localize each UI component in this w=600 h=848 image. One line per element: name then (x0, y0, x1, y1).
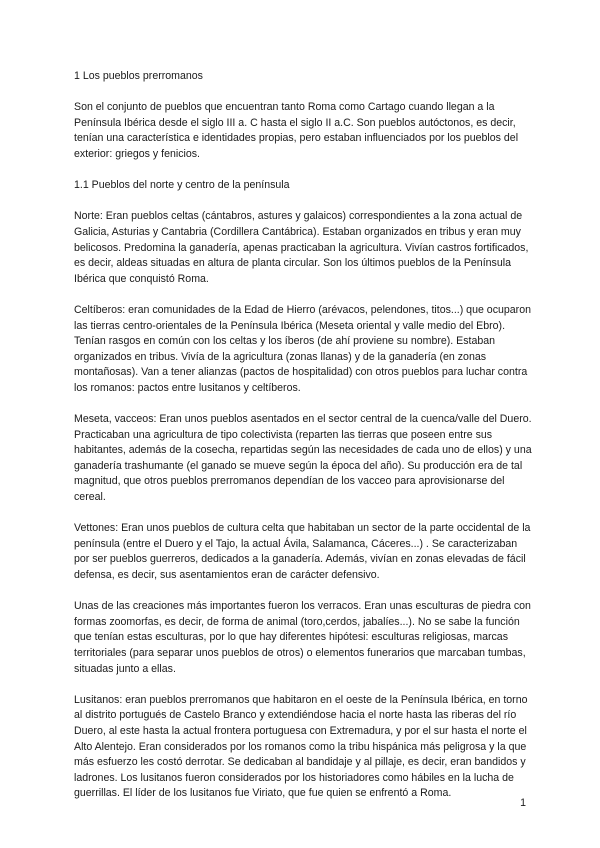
document-body (74, 69, 532, 818)
paragraph-lusitanos: Lusitanos: eran pueblos prerromanos que habitaron en el oeste de la Península Ibérica, en torno al distrito portugués de Castelo Branco y extendiéndose hacia el norte hasta las riberas del río Duero, al este hasta la actual frontera portuguesa con Extremadura, y por el sur hasta el norte el Alto Alentejo. Eran considerados por los romanos como la tribu hispánica más peligrosa y la que más esfuerzo les costó derrotar. Se dedicaban al bandidaje y al pillaje, es decir, eran bandidos y ladrones. Los lusitanos fueron considerados por los historiadores como hábiles en la lucha de guerrillas. El líder de los lusitanos fue Viriato, que fue quien se enfrentó a Roma. (74, 693, 528, 800)
chapter-title: 1 Los pueblos prerromanos (74, 70, 203, 82)
paragraph-celtiberos: Celtíberos: eran comunidades de la Edad de Hierro (arévacos, pelendones, titos...) que ocuparon las tierras centro-orientales de la Península Ibérica (Meseta oriental y valle medio del Ebro). Tenían rasgos en común con los celtas y los íberos (de ahí proviene su nombre). Estaban organizados en tribus. Vivía de la agricultura (zonas llanas) y de la ganadería (en zonas montañosas). Van a tener alianzas (pactos de hospitalidad) con otros pueblos para luchar contra los romanos: pactos entre lusitanos y celtíberos. (74, 303, 531, 394)
paragraph-vacceos: Meseta, vacceos: Eran unos pueblos asentados en el sector central de la cuenca/valle del Duero. Practicaban una agricultura de tipo colectivista (reparten las tierras que poseen entre sus habitantes, además de la cosecha, repartidas según las necesidades de cada uno de ellos) y una ganadería trashumante (el ganado se mueve según la época del año). Su producción era de tal magnitud, que otros pueblos prerromanos dependían de los vacceo para aprovisionarse del cereal. (74, 413, 532, 504)
page-number: 1 (520, 797, 526, 809)
intro-paragraph: Son el conjunto de pueblos que encuentran tanto Roma como Cartago cuando llegan a la Península Ibérica desde el siglo III a. C hasta el siglo II a.C. Son pueblos autóctonos, es decir, tenían una característica e identidades propias, pero estaban influenciados por los pueblos del exterior: griegos y fenicios. (74, 101, 519, 160)
paragraph-verracos: Unas de las creaciones más importantes fueron los verracos. Eran unas esculturas de piedra con formas zoomorfas, es decir, de forma de animal (toro,cerdos, jabalíes...). No se sabe la función que tenían estas esculturas, por lo que hay diferentes hipótesi: esculturas religiosas, marcas territoriales (para separar unos pueblos de otros) o elementos funerarios que marcaban tumbas, situadas junto a ellas. (74, 600, 531, 675)
paragraph-norte: Norte: Eran pueblos celtas (cántabros, astures y galaicos) correspondientes a la zona actual de Galicia, Asturias y Cantabria (Cordillera Cantábrica). Estaban organizados en tribus y eran muy belicosos. Predomina la ganadería, apenas practicaban la agricultura. Vivían castros fortificados, es decir, aldeas situadas en altura de planta circular. Son los últimos pueblos de la Península Ibérica que conquistó Roma. (74, 210, 529, 285)
paragraph-vettones: Vettones: Eran unos pueblos de cultura celta que habitaban un sector de la parte occidental de la península (entre el Duero y el Tajo, la actual Ávila, Salamanca, Cáceres...) . Se caracterizaban por ser pueblos guerreros, dedicados a la ganadería. Además, vivían en zonas elevadas de fácil defensa, es decir, sus asentamientos eran de carácter defensivo. (74, 522, 531, 581)
section-title: 1.1 Pueblos del norte y centro de la península (74, 179, 290, 192)
